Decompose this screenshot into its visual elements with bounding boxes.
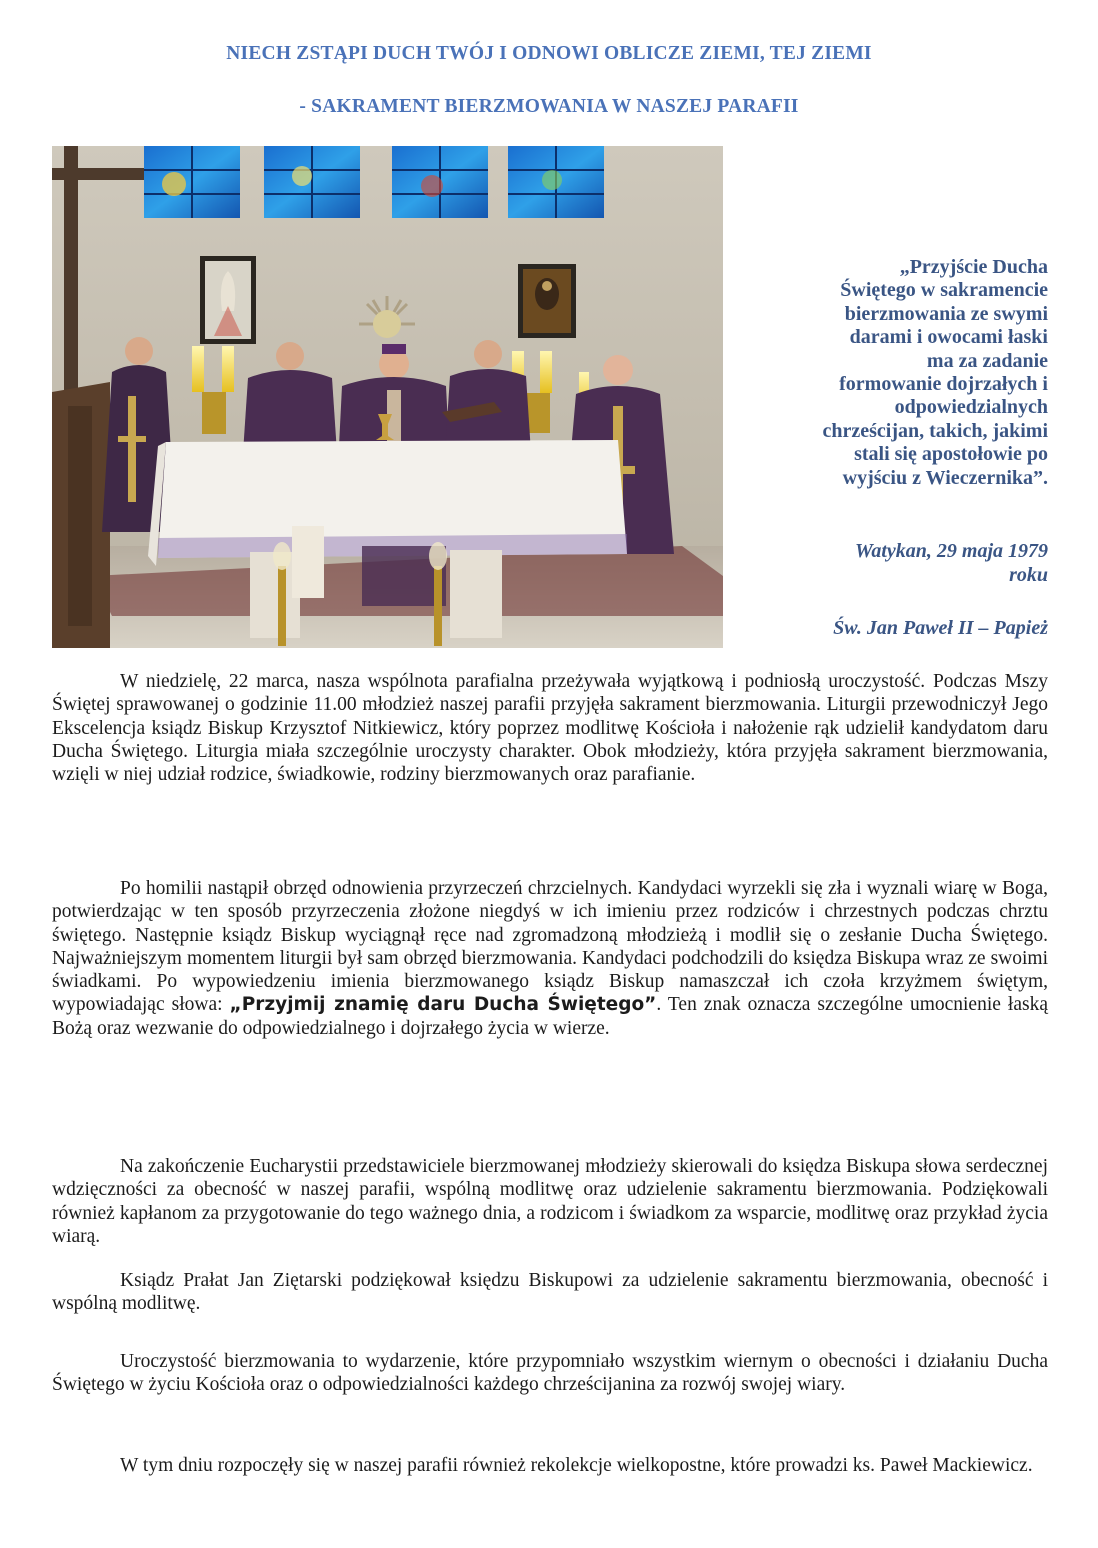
paragraph-text: W tym dniu rozpoczęły się w naszej parafii również rekolekcje wielkopostne, które prowadzi ks. Paweł Mackiewicz. xyxy=(120,1455,1033,1476)
paragraph-text: Na zakończenie Eucharystii przedstawiciele bierzmowanej młodzieży skierowali do księdza Biskupa słowa serdecznej wdzięczności za obecność w naszej parafii, wspólną modlitwę oraz udzielenie sakramentu bierzmowania. Podziękowali również kapłanom za przygotowanie do tego ważnego dnia, a rodzicom i świadkom za wsparcie, modlitwę oraz przykład życia wiarą. xyxy=(52,1156,1048,1247)
quote-line: darami i owocami łaski xyxy=(849,326,1048,349)
paragraph-text-part: Po homilii nastąpił obrzęd odnowienia przyrzeczeń chrzcielnych. Kandydaci wyrzekli się zła i wyznali wiarę w Boga, potwierdzając w ten sposób przyrzeczenia złożone niegdyś w ich imieniu przez rodziców i chrzestnych podczas chrztu świętego. Następnie ksiądz Biskup wyciągnął ręce nad zgromadzoną młodzieżą i modlił się o zesłanie Ducha Świętego. Najważniejszym momentem liturgii był sam obrzęd bierzmowania. Kandydaci podchodzili do księdza Biskupa wraz ze swoimi świadkami. Po wypowiedzeniu imienia bierzmowanego ksiądz Biskup namaszczał ich czoła krzyżmem świętym, wypowiadając słowa: xyxy=(52,878,1048,1016)
pope-quote xyxy=(735,256,1048,490)
quote-line: stali się apostołowie po xyxy=(854,443,1048,466)
quote-line: „Przyjście Ducha xyxy=(899,256,1048,278)
paragraph-text-part: . Ten znak oznacza szczególne umocnienie łaską Bożą oraz wezwanie do odpowiedzialnego i dojrzałego życia w wierze. xyxy=(52,994,1048,1039)
mass-photo xyxy=(52,146,723,648)
paragraph-2 xyxy=(52,877,1048,1040)
paragraph-3 xyxy=(52,1155,1048,1248)
quote-line: odpowiedzialnych xyxy=(894,396,1048,419)
article-title-line-1: NIECH ZSTĄPI DUCH TWÓJ I ODNOWI OBLICZE ZIEMI, TEJ ZIEMI xyxy=(226,43,872,64)
quote-line: chrześcijan, takich, jakimi xyxy=(822,419,1048,442)
quote-line: wyjściu z Wieczernika”. xyxy=(842,466,1048,489)
quote-date-line-1: Watykan, 29 maja 1979 xyxy=(855,540,1048,562)
confirmation-formula: „Przyjmij znamię daru Ducha Świętego” xyxy=(229,994,657,1016)
paragraph-1 xyxy=(52,670,1048,786)
quote-line: Świętego w sakramencie xyxy=(840,279,1048,302)
quote-line: bierzmowania ze swymi xyxy=(844,302,1048,325)
quote-line: formowanie dojrzałych i xyxy=(839,373,1048,396)
quote-line: ma za zadanie xyxy=(926,349,1048,372)
paragraph-5 xyxy=(52,1350,1048,1397)
paragraph-4 xyxy=(52,1269,1048,1316)
quote-date xyxy=(735,539,1048,587)
article-title-line-2: - SAKRAMENT BIERZMOWANIA W NASZEJ PARAFII xyxy=(299,96,799,117)
paragraph-text: Uroczystość bierzmowania to wydarzenie, które przypomniało wszystkim wiernym o obecności i działaniu Ducha Świętego w życiu Kościoła oraz o odpowiedzialności każdego chrześcijanina za rozwój swojej wiary. xyxy=(52,1351,1048,1396)
paragraph-text: W niedzielę, 22 marca, nasza wspólnota parafialna przeżywała wyjątkową i podniosłą uroczystość. Podczas Mszy Świętej sprawowanej o godzinie 11.00 młodzież naszej parafii przyjęła sakrament bierzmowania. Liturgii przewodniczył Jego Ekscelencja ksiądz Biskup Krzysztof Nitkiewicz, który poprzez modlitwę Kościoła i nałożenie rąk udzielił kandydatom daru Ducha Świętego. Liturgia miała szczególnie uroczysty charakter. Obok młodzieży, która przyjęła sakrament bierzmowania, wzięli w niej udział rodzice, świadkowie, rodziny bierzmowanych oraz parafianie. xyxy=(52,671,1048,786)
paragraph-6 xyxy=(52,1454,1048,1477)
paragraph-text: Ksiądz Prałat Jan Ziętarski podziękował księdzu Biskupowi za udzielenie sakramentu bierzmowania, obecność i wspólną modlitwę. xyxy=(52,1270,1048,1315)
quote-author: Św. Jan Paweł II – Papież xyxy=(833,617,1048,639)
paragraph-text xyxy=(52,877,1048,1040)
quote-date-line-2: roku xyxy=(1009,564,1048,586)
